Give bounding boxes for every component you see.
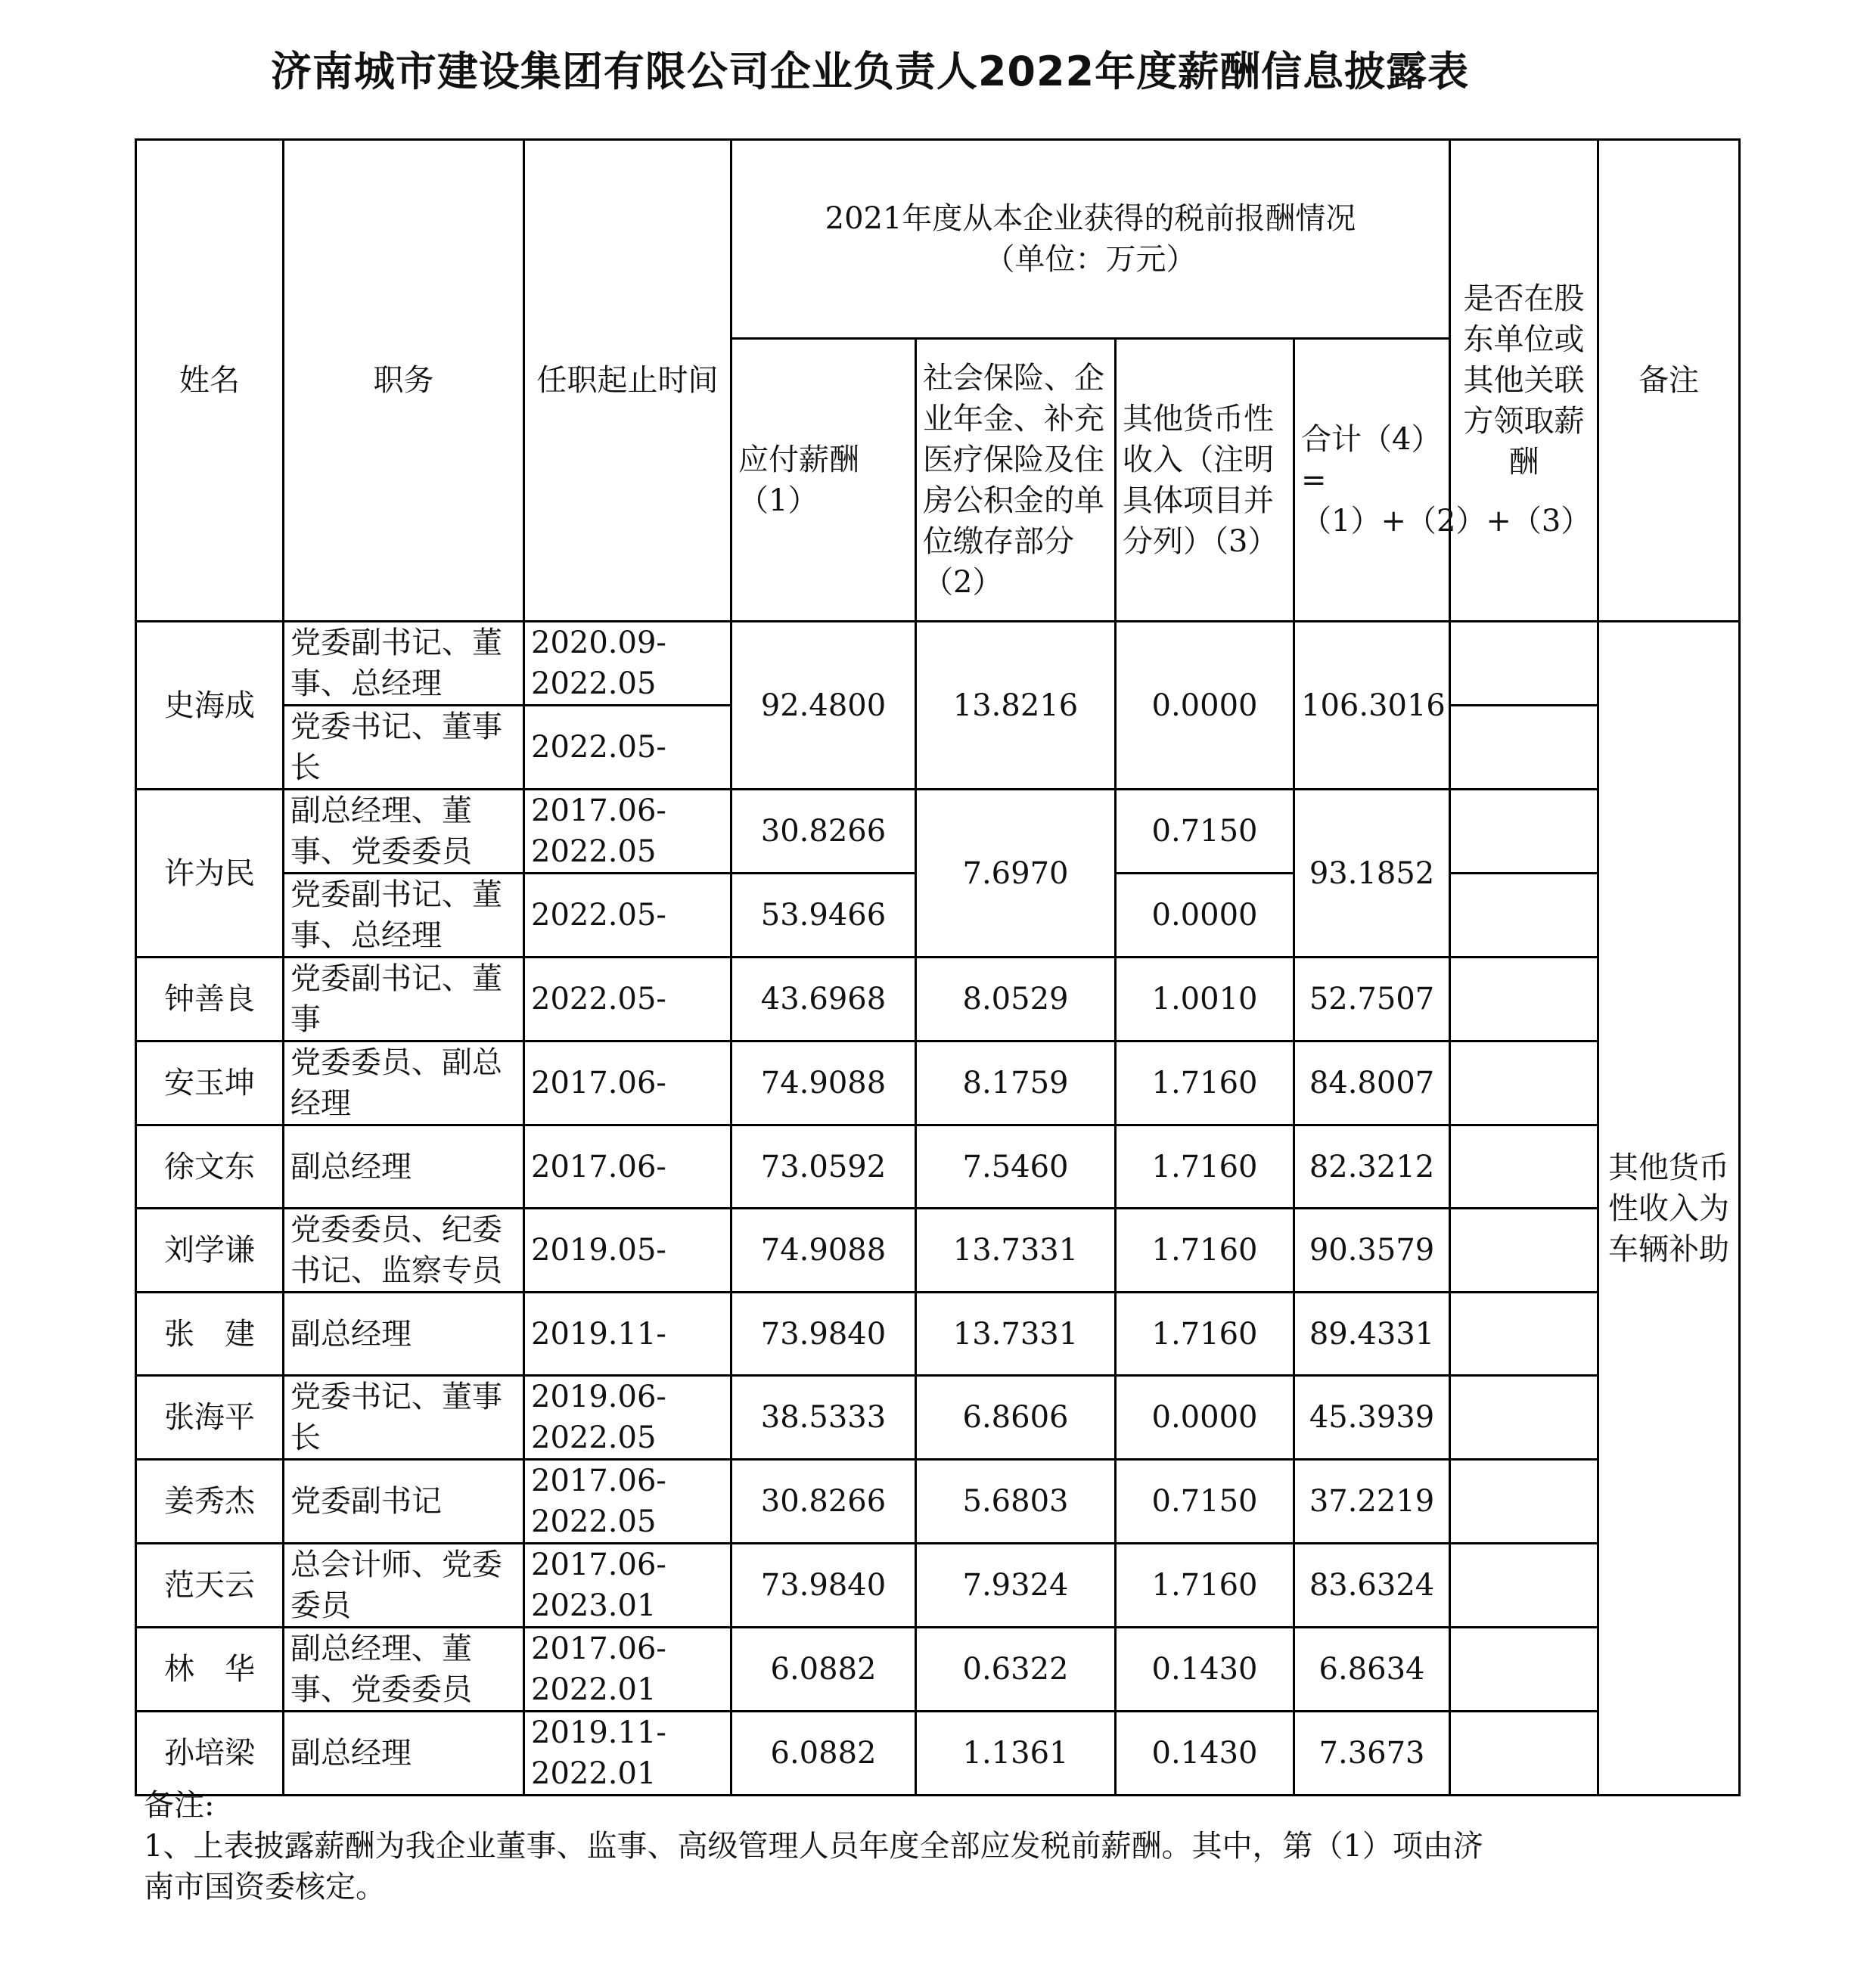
cell-shareholder [1450, 1712, 1598, 1796]
cell-pay: 43.6968 [731, 958, 916, 1041]
cell-social: 13.7331 [916, 1293, 1116, 1376]
cell-total: 106.3016 [1294, 622, 1450, 790]
notes-line-1: 1、上表披露薪酬为我企业董事、监事、高级管理人员年度全部应发税前薪酬。其中，第（1）项由济 [144, 1829, 1483, 1864]
cell-position: 党委副书记、董事 [284, 958, 524, 1041]
cell-term: 2017.06-2022.01 [524, 1628, 731, 1712]
table-row [136, 958, 1740, 1041]
cell-pay: 73.0592 [731, 1125, 916, 1209]
cell-term: 2022.05- [524, 874, 731, 958]
cell-shareholder [1450, 1628, 1598, 1712]
cell-name: 张 建 [136, 1293, 284, 1376]
notes-line-2: 南市国资委核定。 [144, 1870, 386, 1904]
cell-other: 1.7160 [1116, 1544, 1294, 1628]
cell-name: 徐文东 [136, 1125, 284, 1209]
cell-term: 2017.06-2022.05 [524, 790, 731, 874]
cell-pay: 53.9466 [731, 874, 916, 958]
cell-social: 7.6970 [916, 790, 1116, 958]
cell-term: 2019.06-2022.05 [524, 1376, 731, 1460]
cell-total: 83.6324 [1294, 1544, 1450, 1628]
cell-social: 0.6322 [916, 1628, 1116, 1712]
cell-term: 2017.06- [524, 1041, 731, 1125]
header-row-1 [136, 140, 1740, 339]
cell-other: 1.7160 [1116, 1209, 1294, 1293]
cell-other: 1.7160 [1116, 1125, 1294, 1209]
cell-shareholder [1450, 1544, 1598, 1628]
cell-total: 89.4331 [1294, 1293, 1450, 1376]
cell-other: 0.0000 [1116, 874, 1294, 958]
cell-name: 范天云 [136, 1544, 284, 1628]
cell-shareholder [1450, 790, 1598, 874]
header-name: 姓名 [136, 140, 284, 622]
cell-term: 2019.11- [524, 1293, 731, 1376]
cell-social: 13.7331 [916, 1209, 1116, 1293]
cell-name: 许为民 [136, 790, 284, 958]
table-row [136, 1209, 1740, 1293]
cell-total: 7.3673 [1294, 1712, 1450, 1796]
table-row [136, 1712, 1740, 1796]
cell-social: 8.1759 [916, 1041, 1116, 1125]
table-row [136, 790, 1740, 874]
cell-position: 党委副书记、董事、总经理 [284, 622, 524, 706]
header-social: 社会保险、企业年金、补充医疗保险及住房公积金的单位缴存部分（2） [916, 339, 1116, 622]
header-group-line2: （单位：万元） [984, 242, 1197, 277]
cell-name: 史海成 [136, 622, 284, 790]
cell-term: 2020.09-2022.05 [524, 622, 731, 706]
cell-total: 90.3579 [1294, 1209, 1450, 1293]
cell-social: 8.0529 [916, 958, 1116, 1041]
cell-remark: 其他货币性收入为车辆补助 [1598, 622, 1740, 1796]
cell-term: 2017.06- [524, 1125, 731, 1209]
cell-shareholder [1450, 1209, 1598, 1293]
cell-pay: 38.5333 [731, 1376, 916, 1460]
table-row [136, 1293, 1740, 1376]
cell-shareholder [1450, 1041, 1598, 1125]
cell-shareholder [1450, 706, 1598, 790]
cell-social: 7.5460 [916, 1125, 1116, 1209]
cell-pay: 73.9840 [731, 1544, 916, 1628]
cell-name: 张海平 [136, 1376, 284, 1460]
cell-position: 副总经理、董事、党委委员 [284, 1628, 524, 1712]
cell-term: 2022.05- [524, 706, 731, 790]
cell-total: 37.2219 [1294, 1460, 1450, 1544]
header-compensation-group [731, 140, 1450, 339]
cell-other: 0.7150 [1116, 790, 1294, 874]
cell-position: 党委委员、纪委书记、监察专员 [284, 1209, 524, 1293]
cell-position: 党委书记、董事长 [284, 706, 524, 790]
cell-position: 党委书记、董事长 [284, 1376, 524, 1460]
notes-label: 备注: [144, 1788, 215, 1823]
cell-shareholder [1450, 1376, 1598, 1460]
page-title: 济南城市建设集团有限公司企业负责人2022年度薪酬信息披露表 [270, 48, 1470, 95]
cell-name: 姜秀杰 [136, 1460, 284, 1544]
table-row [136, 1628, 1740, 1712]
cell-social: 13.8216 [916, 622, 1116, 790]
header-term: 任职起止时间 [524, 140, 731, 622]
cell-social: 6.8606 [916, 1376, 1116, 1460]
cell-name: 林 华 [136, 1628, 284, 1712]
cell-other: 1.0010 [1116, 958, 1294, 1041]
cell-other: 0.0000 [1116, 1376, 1294, 1460]
cell-name: 安玉坤 [136, 1041, 284, 1125]
header-group-line1: 2021年度从本企业获得的税前报酬情况 [825, 201, 1356, 236]
cell-total: 45.3939 [1294, 1376, 1450, 1460]
table-row [136, 1544, 1740, 1628]
cell-pay: 30.8266 [731, 1460, 916, 1544]
cell-total: 6.8634 [1294, 1628, 1450, 1712]
cell-social: 7.9324 [916, 1544, 1116, 1628]
header-remark: 备注 [1598, 140, 1740, 622]
table-row [136, 1125, 1740, 1209]
cell-pay: 73.9840 [731, 1293, 916, 1376]
cell-other: 0.0000 [1116, 622, 1294, 790]
table-row [136, 1041, 1740, 1125]
cell-shareholder [1450, 958, 1598, 1041]
cell-other: 1.7160 [1116, 1041, 1294, 1125]
cell-pay: 6.0882 [731, 1628, 916, 1712]
cell-total: 84.8007 [1294, 1041, 1450, 1125]
header-shareholder: 是否在股东单位或其他关联方领取薪酬 [1450, 140, 1598, 622]
cell-pay: 30.8266 [731, 790, 916, 874]
cell-pay: 6.0882 [731, 1712, 916, 1796]
cell-name: 钟善良 [136, 958, 284, 1041]
cell-term: 2022.05- [524, 958, 731, 1041]
cell-total: 52.7507 [1294, 958, 1450, 1041]
cell-position: 副总经理、董事、党委委员 [284, 790, 524, 874]
cell-name: 孙培梁 [136, 1712, 284, 1796]
cell-other: 1.7160 [1116, 1293, 1294, 1376]
cell-position: 总会计师、党委委员 [284, 1544, 524, 1628]
cell-term: 2017.06-2022.05 [524, 1460, 731, 1544]
header-total: 合计（4）=（1）+（2）+（3） [1294, 339, 1450, 622]
cell-shareholder [1450, 1293, 1598, 1376]
cell-term: 2019.11-2022.01 [524, 1712, 731, 1796]
cell-other: 0.1430 [1116, 1712, 1294, 1796]
table-row [136, 1460, 1740, 1544]
cell-position: 党委副书记 [284, 1460, 524, 1544]
cell-position: 党委副书记、董事、总经理 [284, 874, 524, 958]
cell-name: 刘学谦 [136, 1209, 284, 1293]
footnotes [144, 1785, 1657, 1908]
cell-term: 2017.06-2023.01 [524, 1544, 731, 1628]
cell-position: 副总经理 [284, 1293, 524, 1376]
cell-social: 5.6803 [916, 1460, 1116, 1544]
cell-pay: 74.9088 [731, 1209, 916, 1293]
cell-total: 82.3212 [1294, 1125, 1450, 1209]
cell-shareholder [1450, 1460, 1598, 1544]
cell-total: 93.1852 [1294, 790, 1450, 958]
cell-pay: 74.9088 [731, 1041, 916, 1125]
table-row [136, 1376, 1740, 1460]
salary-table [135, 138, 1741, 1796]
cell-term: 2019.05- [524, 1209, 731, 1293]
cell-pay: 92.4800 [731, 622, 916, 790]
cell-other: 0.7150 [1116, 1460, 1294, 1544]
cell-shareholder [1450, 622, 1598, 706]
table-row [136, 622, 1740, 706]
cell-position: 副总经理 [284, 1712, 524, 1796]
cell-other: 0.1430 [1116, 1628, 1294, 1712]
header-other: 其他货币性收入（注明具体项目并分列）（3） [1116, 339, 1294, 622]
header-pay: 应付薪酬（1） [731, 339, 916, 622]
cell-shareholder [1450, 1125, 1598, 1209]
header-position: 职务 [284, 140, 524, 622]
cell-position: 党委委员、副总经理 [284, 1041, 524, 1125]
cell-social: 1.1361 [916, 1712, 1116, 1796]
cell-position: 副总经理 [284, 1125, 524, 1209]
cell-shareholder [1450, 874, 1598, 958]
